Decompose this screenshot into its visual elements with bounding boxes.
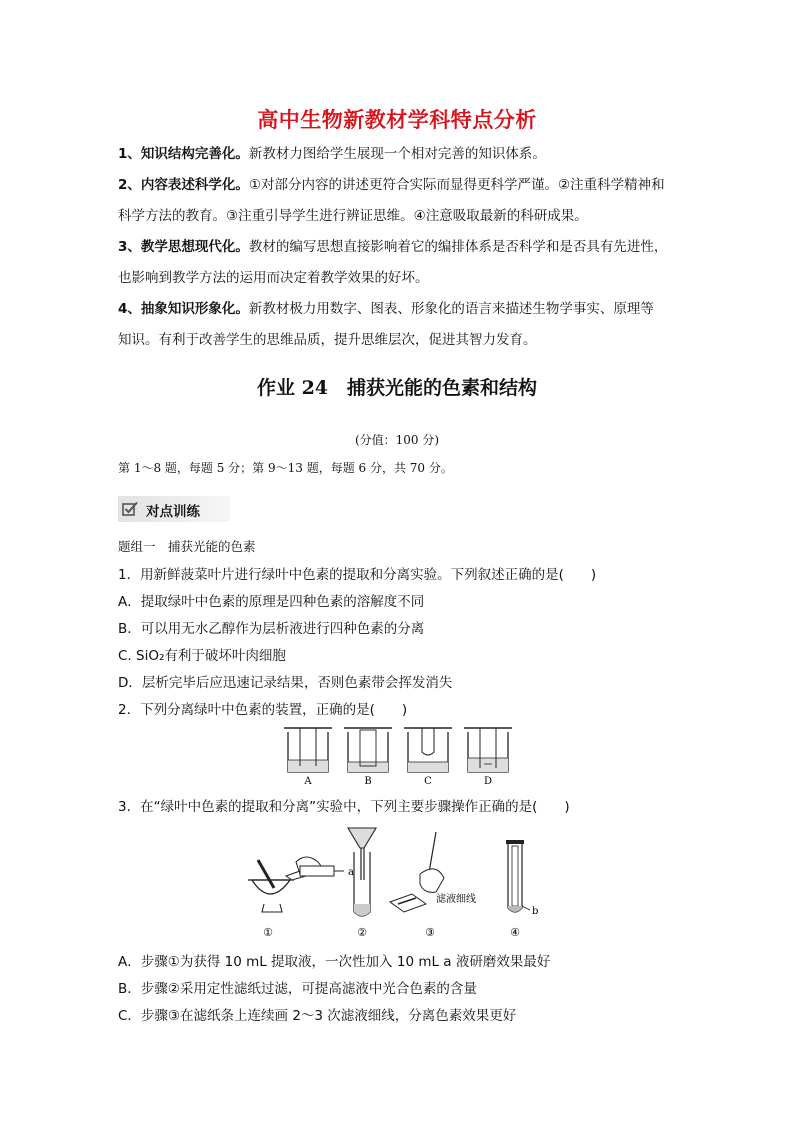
q1-option-a: A．提取绿叶中色素的原理是四种色素的溶解度不同 <box>118 594 425 610</box>
beaker-d <box>464 728 512 787</box>
beaker-d-label: D <box>483 776 493 787</box>
point-2-head: 2、内容表述科学化。 <box>118 177 249 193</box>
reagent-a-label: a <box>348 867 354 878</box>
section-label: 对点训练 <box>146 504 200 520</box>
beaker-a-label: A <box>304 776 312 787</box>
solvent-b-label: b <box>532 906 539 917</box>
beaker-c-label: C <box>424 776 432 787</box>
scoring-rule: 第 1～8 题，每题 5 分；第 9～13 题，每题 6 分，共 70 分。 <box>118 461 453 475</box>
q3-option-b: B．步骤②采用定性滤纸过滤，可提高滤液中光合色素的含量 <box>118 981 477 997</box>
point-2 <box>118 170 688 232</box>
point-1-head: 1、知识结构完善化。 <box>118 146 249 162</box>
beaker-b <box>344 728 392 787</box>
step-1-mortar <box>248 857 354 939</box>
filtrate-line-label: 滤液细线 <box>436 894 476 905</box>
beaker-a <box>284 728 332 787</box>
point-4-body-line-2: 知识。有利于改善学生的思维品质，提升思维层次，促进其智力发育。 <box>118 332 537 348</box>
point-4-body-line-1: 新教材极力用数字、图表、形象化的语言来描述生物学事实、原理等 <box>248 301 654 317</box>
q3-option-c: C．步骤③在滤纸条上连续画 2～3 次滤液细线，分离色素效果更好 <box>118 1008 517 1024</box>
group-label: 题组一 捕获光能的色素 <box>118 539 256 554</box>
point-2-body-line-1: ①对部分内容的讲述更符合实际而显得更科学严谨。②注重科学精神和 <box>248 177 665 193</box>
step-2-label: ② <box>357 926 367 939</box>
score-note: (分值：100 分) <box>354 433 440 447</box>
q1-stem: 1．用新鲜菠菜叶片进行绿叶中色素的提取和分离实验。下列叙述正确的是( ) <box>118 567 597 583</box>
q2-figure <box>280 722 530 788</box>
point-4-head: 4、抽象知识形象化。 <box>118 301 249 317</box>
point-3-body-line-1: 教材的编写思想直接影响着它的编排体系是否科学和是否具有先进性， <box>248 239 668 255</box>
step-4-test-tube <box>506 840 538 939</box>
point-3 <box>118 232 688 294</box>
step-3-label: ③ <box>425 926 435 939</box>
step-2-funnel <box>348 828 376 939</box>
q1-option-b: B．可以用无水乙醇作为层析液进行四种色素的分离 <box>118 621 425 637</box>
point-4 <box>118 294 688 356</box>
point-2-body-line-2: 科学方法的教育。③注重引导学生进行辨证思维。④注意吸取最新的科研成果。 <box>118 208 588 224</box>
checkbox-pencil-icon <box>122 501 138 516</box>
section-header <box>118 496 230 522</box>
step-3-drawing <box>390 832 476 939</box>
point-3-head: 3、教学思想现代化。 <box>118 239 249 255</box>
q1-option-c: C. SiO₂有利于破坏叶肉细胞 <box>118 648 286 664</box>
step-1-label: ① <box>263 926 273 939</box>
point-3-body-line-2: 也影响到教学方法的运用而决定着教学效果的好坏。 <box>118 270 429 286</box>
q3-stem: 3．在“绿叶中色素的提取和分离”实验中，下列主要步骤操作正确的是( ) <box>118 799 570 815</box>
step-4-label: ④ <box>510 926 520 939</box>
beaker-b-label: B <box>364 776 372 787</box>
q2-stem: 2．下列分离绿叶中色素的装置，正确的是( ) <box>118 702 408 718</box>
q1-option-d: D．层析完毕后应迅速记录结果，否则色素带会挥发消失 <box>118 675 453 691</box>
q3-option-a: A．步骤①为获得 10 mL 提取液，一次性加入 10 mL a 液研磨效果最好 <box>118 954 551 970</box>
homework-title: 作业 24 捕获光能的色素和结构 <box>256 377 538 399</box>
document-title: 高中生物新教材学科特点分析 <box>257 108 537 132</box>
point-1-body: 新教材力图给学生展现一个相对完善的知识体系。 <box>248 146 546 162</box>
beaker-c <box>404 728 452 787</box>
q3-figure <box>240 822 560 944</box>
point-1 <box>118 139 688 170</box>
